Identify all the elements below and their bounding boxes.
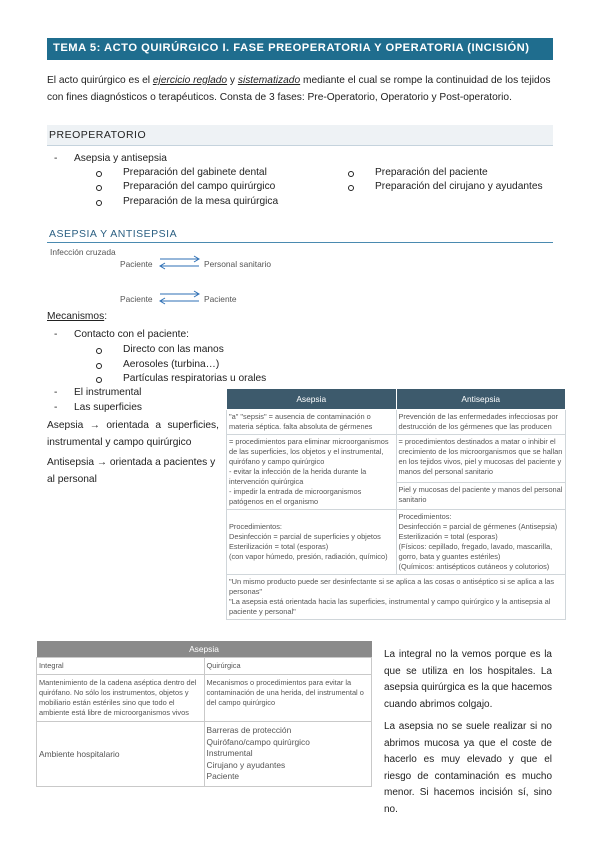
list-item: Cirujano y ayudantes: [206, 759, 286, 770]
intro-emphasis-1: ejercicio reglado: [152, 75, 228, 86]
table-cell: = procedimientos para eliminar microorganismos de las superficies, los objetos y el instrumental, quirófano y campo quirúrgico - evitar la infección de la herida durante la intervención quirúrgica - impedir la entrada de microorganismos patógenos en el organismo: [227, 435, 397, 510]
section-heading-text: ASEPSIA Y ANTISEPSIA: [49, 228, 178, 240]
infeccion-cruzada-label: Infección cruzada: [50, 247, 116, 257]
intro-paragraph: [47, 72, 557, 106]
double-arrow-icon: [158, 290, 202, 306]
table-row: [227, 435, 566, 483]
asepsia-types-table: [36, 641, 372, 787]
list-item: Instrumental: [206, 748, 253, 758]
side-note-paragraph: La integral no la vemos porque es la que se utiliza en los hospitales. La asepsia quirúrgica es la que hacemos cuando abrimos colgajo.: [384, 649, 552, 710]
list-item: - Contacto con el paciente:: [74, 329, 189, 340]
table-footer-cell: [227, 575, 566, 620]
diagram-node: Personal sanitario: [204, 259, 272, 269]
bullet-circle-icon: [96, 377, 102, 383]
table-footer-note: "Un mismo producto puede ser desinfectante si se aplica a las cosas o antiséptico si se aplica a las personas": [229, 577, 555, 596]
table-header: Asepsia: [37, 641, 372, 658]
table-row: [37, 658, 372, 675]
side-note-paragraph: La asepsia no se suele realizar si no abrimos mucosa ya que el coste de hacerlo es muy elevado y que el riesgo de contaminación es mucho menor. Si hacemos incisión sí, sino no.: [384, 721, 552, 815]
list-item: Preparación del paciente: [375, 167, 488, 178]
bullet-circle-icon: [96, 185, 102, 191]
double-arrow-icon: [158, 255, 202, 271]
list-item: - Asepsia y antisepsia: [74, 153, 167, 164]
list-item: Barreras de protección: [206, 725, 292, 735]
section-heading-text: PREOPERATORIO: [49, 129, 147, 141]
list-item: Quirófano/campo quirúrgico: [206, 736, 310, 747]
table-cell: "a" "sepsis" = ausencia de contaminación o materia séptica. falta absoluta de gérmenes: [227, 410, 397, 435]
table-cell: [204, 722, 372, 787]
intro-emphasis-2: sistematizado: [237, 75, 301, 86]
bullet-circle-icon: [96, 348, 102, 354]
list-item: Partículas respiratorias u orales: [123, 373, 266, 384]
page-title: TEMA 5: ACTO QUIRÚRGICO I. FASE PREOPERATORIA Y OPERATORIA (INCISIÓN): [53, 42, 530, 54]
table-cell: Ambiente hospitalario: [37, 722, 205, 787]
side-notes: [384, 647, 552, 824]
table-cell: Mecanismos o procedimientos para evitar la contaminación de una herida, del instrumental o del campo quirúrgico: [204, 675, 372, 722]
list-item: - El instrumental: [74, 387, 141, 398]
intro-text-2: y: [227, 75, 238, 86]
list-item: Preparación del gabinete dental: [123, 167, 267, 178]
list-item: Preparación del cirujano y ayudantes: [375, 181, 543, 192]
list-item: Directo con las manos: [123, 344, 224, 355]
bullet-circle-icon: [348, 185, 354, 191]
table-cell: = procedimientos destinados a matar o inhibir el crecimiento de los microorganismos que se hallan en los tejidos vivos, piel y mucosas del paciente y manos del personal sanitario: [396, 435, 566, 483]
table-cell: Procedimientos: Desinfección = parcial de gérmenes (Antisepsia) Esterilización = total (esporas) (Físicos: cepillado, fregado, lavado, mascarilla, gorro, bata y guantes estériles) (Químicos: antisépticos cutáneos y colutorios): [396, 510, 566, 575]
intro-text-1: El acto quirúrgico es el: [47, 75, 153, 86]
table-row: [227, 510, 566, 575]
bullet-circle-icon: [96, 171, 102, 177]
table-cell: Quirúrgica: [204, 658, 372, 675]
table-row: [37, 722, 372, 787]
list-item: Preparación de la mesa quirúrgica: [123, 196, 278, 207]
list-item: Aerosoles (turbina…): [123, 359, 219, 370]
table-cell: Procedimientos: Desinfección = parcial de superficies y objetos Esterilización = total (esporas) (con vapor húmedo, presión, radiación, químico): [227, 510, 397, 575]
table-header: Asepsia: [227, 389, 397, 410]
table-cell: Prevención de las enfermedades infecciosas por destrucción de los gérmenes que las producen: [396, 410, 566, 435]
mecanismos-heading: Mecanismos:: [47, 311, 108, 322]
bullet-circle-icon: [348, 171, 354, 177]
diagram-node: Paciente: [204, 294, 237, 304]
table-cell: Mantenimiento de la cadena aséptica dentro del quirófano. No sólo los instrumentos, objetos y mobiliario están estériles sino que todo el ambiente está libre de microorganismos vivos: [37, 675, 205, 722]
list-item: - Las superficies: [74, 402, 142, 413]
antisepsia-note: Antisepsia → orientada a pacientes y al personal: [47, 457, 216, 485]
bullet-circle-icon: [96, 200, 102, 206]
bullet-circle-icon: [96, 363, 102, 369]
page-title-bar: [47, 38, 553, 60]
section-heading-asepsia: [47, 228, 553, 243]
table-cell: Piel y mucosas del paciente y manos del personal sanitario: [396, 483, 566, 510]
table-header: Antisepsia: [396, 389, 566, 410]
table-row: [227, 410, 566, 435]
list-item: Preparación del campo quirúrgico: [123, 181, 275, 192]
diagram-node: Paciente: [120, 294, 153, 304]
list-item: Paciente: [206, 771, 240, 781]
asepsia-antisepsia-table: [226, 388, 566, 620]
section-heading-preoperatorio: [47, 125, 553, 146]
diagram-node: Paciente: [120, 259, 153, 269]
table-row: [227, 575, 566, 620]
table-cell: Integral: [37, 658, 205, 675]
table-footer-note: "La asepsia está orientada hacia las superficies, instrumental y campo quirúrgico y la antisepsia al paciente y personal": [229, 597, 551, 616]
asepsia-note: Asepsia → orientada a superficies, instrumental y campo quirúrgico: [47, 420, 219, 448]
intro-text-3: mediante el cual se rompe la continuidad de los tejidos con fines diagnósticos o terapéuticos. Consta de 3 fases: Pre-Operatorio, Operatorio y Post-operatorio.: [47, 75, 551, 103]
table-row: [37, 675, 372, 722]
